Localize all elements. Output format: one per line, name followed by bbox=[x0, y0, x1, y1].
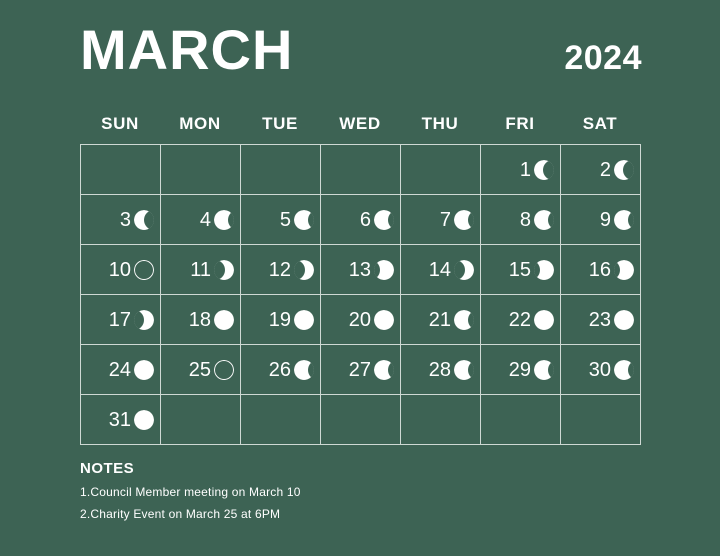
day-cell-content bbox=[589, 310, 634, 330]
calendar-day-cell[interactable] bbox=[481, 145, 561, 195]
note-line-2: 2.Charity Event on March 25 at 6PM bbox=[80, 507, 281, 522]
notes-title: NOTES bbox=[80, 460, 135, 477]
day-cell-content bbox=[429, 310, 474, 330]
moon-phase-icon bbox=[374, 210, 394, 230]
day-cell-content bbox=[269, 360, 314, 380]
day-number: 30 bbox=[588, 358, 611, 381]
calendar-empty-cell bbox=[161, 145, 241, 195]
moon-disc bbox=[614, 310, 634, 330]
calendar-day-cell[interactable] bbox=[401, 245, 481, 295]
moon-disc bbox=[214, 360, 234, 380]
day-cell-content bbox=[120, 210, 154, 230]
moon-phase-icon bbox=[134, 310, 154, 330]
calendar-day-cell[interactable] bbox=[161, 245, 241, 295]
day-cell-content bbox=[429, 260, 474, 280]
day-number: 4 bbox=[199, 208, 211, 231]
calendar-day-cell[interactable] bbox=[321, 345, 401, 395]
day-cell-content bbox=[520, 210, 554, 230]
calendar-day-cell[interactable] bbox=[401, 295, 481, 345]
moon-phase-icon bbox=[134, 360, 154, 380]
day-cell-content bbox=[349, 310, 394, 330]
moon-phase-icon bbox=[134, 260, 154, 280]
calendar-day-cell[interactable] bbox=[81, 195, 161, 245]
moon-phase-icon bbox=[294, 310, 314, 330]
day-number: 27 bbox=[348, 358, 371, 381]
calendar-day-cell[interactable] bbox=[561, 145, 641, 195]
calendar-day-cell[interactable] bbox=[161, 195, 241, 245]
weekday-tue: TUE bbox=[262, 114, 298, 133]
day-number: 1 bbox=[519, 158, 531, 181]
day-number: 8 bbox=[519, 208, 531, 231]
weekday-wed: WED bbox=[339, 114, 381, 133]
weekday-thu: THU bbox=[421, 114, 459, 133]
note-line-1: 1.Council Member meeting on March 10 bbox=[80, 485, 301, 499]
day-number: 6 bbox=[359, 208, 371, 231]
moon-phase-icon bbox=[534, 210, 554, 230]
calendar-empty-cell bbox=[481, 395, 561, 445]
day-cell-content bbox=[109, 410, 154, 430]
day-number: 16 bbox=[588, 258, 611, 281]
day-number: 5 bbox=[279, 208, 291, 231]
calendar-grid bbox=[80, 144, 641, 445]
calendar-empty-cell bbox=[401, 145, 481, 195]
moon-phase-icon bbox=[614, 160, 634, 180]
day-cell-content bbox=[269, 260, 314, 280]
weekday-header-row bbox=[80, 110, 640, 138]
moon-phase-icon bbox=[214, 210, 234, 230]
calendar-header bbox=[80, 18, 642, 92]
moon-phase-icon bbox=[294, 260, 314, 280]
calendar-empty-cell bbox=[241, 395, 321, 445]
day-cell-content bbox=[600, 210, 634, 230]
calendar-day-cell[interactable] bbox=[561, 295, 641, 345]
day-cell-content bbox=[440, 210, 474, 230]
calendar-empty-cell bbox=[321, 395, 401, 445]
day-number: 18 bbox=[188, 308, 211, 331]
moon-phase-icon bbox=[614, 210, 634, 230]
calendar-day-cell[interactable] bbox=[241, 245, 321, 295]
day-cell-content bbox=[200, 210, 234, 230]
calendar-day-cell[interactable] bbox=[321, 195, 401, 245]
moon-phase-icon bbox=[294, 210, 314, 230]
day-cell-content bbox=[509, 360, 554, 380]
calendar-day-cell[interactable] bbox=[161, 295, 241, 345]
calendar-day-cell[interactable] bbox=[161, 345, 241, 395]
moon-disc bbox=[134, 360, 154, 380]
moon-phase-icon bbox=[214, 310, 234, 330]
day-number: 20 bbox=[348, 308, 371, 331]
moon-phase-icon bbox=[454, 210, 474, 230]
moon-phase-icon bbox=[214, 360, 234, 380]
day-cell-content bbox=[189, 310, 234, 330]
moon-phase-icon bbox=[534, 360, 554, 380]
day-number: 21 bbox=[428, 308, 451, 331]
day-number: 17 bbox=[108, 308, 131, 331]
moon-phase-icon bbox=[534, 310, 554, 330]
calendar-day-cell[interactable] bbox=[561, 195, 641, 245]
calendar-empty-cell bbox=[401, 395, 481, 445]
calendar-day-cell[interactable] bbox=[481, 295, 561, 345]
day-number: 13 bbox=[348, 258, 371, 281]
calendar-day-cell[interactable] bbox=[241, 195, 321, 245]
moon-phase-icon bbox=[374, 260, 394, 280]
calendar-day-cell[interactable] bbox=[401, 345, 481, 395]
day-number: 9 bbox=[599, 208, 611, 231]
day-cell-content bbox=[109, 310, 154, 330]
day-cell-content bbox=[589, 360, 634, 380]
day-number: 12 bbox=[268, 258, 291, 281]
moon-disc bbox=[214, 310, 234, 330]
day-cell-content bbox=[280, 210, 314, 230]
day-cell-content bbox=[349, 260, 394, 280]
moon-phase-icon bbox=[614, 260, 634, 280]
day-cell-content bbox=[509, 260, 554, 280]
moon-phase-icon bbox=[374, 360, 394, 380]
calendar-day-cell[interactable] bbox=[321, 245, 401, 295]
weekday-sun: SUN bbox=[101, 114, 139, 133]
moon-phase-icon bbox=[134, 210, 154, 230]
calendar-day-cell[interactable] bbox=[81, 295, 161, 345]
moon-disc bbox=[134, 260, 154, 280]
moon-phase-icon bbox=[534, 160, 554, 180]
calendar-day-cell[interactable] bbox=[481, 345, 561, 395]
calendar-empty-cell bbox=[81, 145, 161, 195]
calendar-day-cell[interactable] bbox=[321, 295, 401, 345]
day-cell-content bbox=[269, 310, 314, 330]
day-number: 10 bbox=[108, 258, 131, 281]
moon-phase-icon bbox=[614, 360, 634, 380]
calendar-day-cell[interactable] bbox=[561, 345, 641, 395]
day-cell-content bbox=[189, 360, 234, 380]
day-number: 2 bbox=[599, 158, 611, 181]
day-number: 3 bbox=[119, 208, 131, 231]
calendar-day-cell[interactable] bbox=[241, 295, 321, 345]
day-number: 14 bbox=[428, 258, 451, 281]
moon-disc bbox=[374, 310, 394, 330]
weekday-sat: SAT bbox=[582, 114, 618, 133]
day-number: 28 bbox=[428, 358, 451, 381]
day-number: 31 bbox=[108, 408, 131, 431]
year-title: 2024 bbox=[564, 39, 642, 77]
moon-phase-icon bbox=[454, 360, 474, 380]
moon-phase-icon bbox=[374, 310, 394, 330]
weekday-mon: MON bbox=[179, 114, 221, 133]
calendar-empty-cell bbox=[161, 395, 241, 445]
moon-phase-icon bbox=[294, 360, 314, 380]
moon-phase-icon bbox=[454, 310, 474, 330]
day-number: 7 bbox=[439, 208, 451, 231]
calendar-day-cell[interactable] bbox=[401, 195, 481, 245]
day-cell-content bbox=[190, 260, 234, 280]
notes-section bbox=[80, 460, 640, 530]
day-number: 26 bbox=[268, 358, 291, 381]
month-title: MARCH bbox=[80, 18, 294, 81]
moon-phase-icon bbox=[614, 310, 634, 330]
day-cell-content bbox=[509, 310, 554, 330]
calendar-day-cell[interactable] bbox=[561, 245, 641, 295]
day-number: 22 bbox=[508, 308, 531, 331]
day-number: 19 bbox=[268, 308, 291, 331]
weekday-fri: FRI bbox=[505, 114, 535, 133]
calendar-empty-cell bbox=[321, 145, 401, 195]
calendar-day-cell[interactable] bbox=[241, 345, 321, 395]
calendar-day-cell[interactable] bbox=[481, 245, 561, 295]
day-cell-content bbox=[360, 210, 394, 230]
day-number: 15 bbox=[508, 258, 531, 281]
moon-phase-icon bbox=[454, 260, 474, 280]
day-cell-content bbox=[109, 360, 154, 380]
moon-phase-icon bbox=[534, 260, 554, 280]
day-cell-content bbox=[520, 160, 554, 180]
moon-disc bbox=[294, 310, 314, 330]
calendar-day-cell[interactable] bbox=[81, 345, 161, 395]
day-cell-content bbox=[109, 260, 154, 280]
calendar-day-cell[interactable] bbox=[81, 395, 161, 445]
day-number: 11 bbox=[190, 258, 211, 281]
day-number: 24 bbox=[108, 358, 131, 381]
day-cell-content bbox=[349, 360, 394, 380]
calendar-day-cell[interactable] bbox=[481, 195, 561, 245]
calendar-empty-cell bbox=[561, 395, 641, 445]
moon-disc bbox=[534, 310, 554, 330]
day-number: 25 bbox=[188, 358, 211, 381]
day-cell-content bbox=[600, 160, 634, 180]
day-cell-content bbox=[589, 260, 634, 280]
calendar-day-cell[interactable] bbox=[81, 245, 161, 295]
day-cell-content bbox=[429, 360, 474, 380]
moon-phase-icon bbox=[134, 410, 154, 430]
calendar-empty-cell bbox=[241, 145, 321, 195]
day-number: 29 bbox=[508, 358, 531, 381]
day-number: 23 bbox=[588, 308, 611, 331]
moon-phase-icon bbox=[214, 260, 234, 280]
moon-disc bbox=[134, 410, 154, 430]
